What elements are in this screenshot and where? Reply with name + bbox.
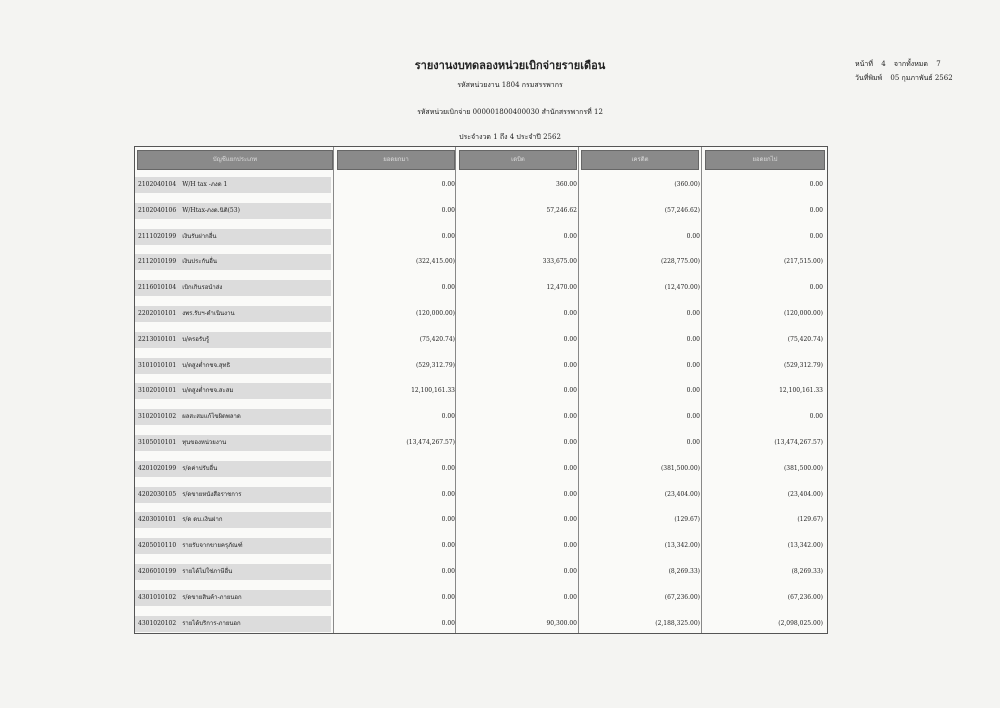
credit-amount: 0.00 (686, 387, 700, 395)
opening-balance: 0.00 (441, 206, 455, 214)
account-cell (135, 512, 331, 528)
total-label: จากทั้งหมด (893, 60, 928, 68)
opening-balance: (13,474,267.57) (406, 439, 455, 446)
debit-amount: 0.00 (563, 542, 577, 550)
debit-amount: 0.00 (563, 310, 577, 317)
account-name: รายรับจากขายครุภัณฑ์ (182, 542, 243, 550)
credit-amount: (360.00) (674, 181, 700, 188)
debit-amount: 90,300.00 (546, 619, 577, 627)
account-name: ทุนของหน่วยงาน (182, 439, 227, 446)
account-code: 2111020199 (138, 232, 177, 240)
debit-amount: 0.00 (563, 593, 577, 601)
debit-amount: 0.00 (563, 568, 577, 575)
account-code: 2116010104 (138, 284, 177, 292)
credit-amount: (12,470.00) (664, 284, 700, 292)
account-code: 2213010101 (138, 335, 177, 343)
account-code: 4301020102 (138, 619, 177, 627)
debit-amount: 57,246.62 (546, 206, 577, 214)
credit-amount: (13,342.00) (664, 542, 700, 550)
report-title: รายงานงบทดลองหน่วยเบิกจ่ายรายเดือน (414, 59, 606, 72)
account-cell (135, 461, 331, 477)
trial-balance-table (134, 146, 828, 634)
closing-balance: (13,342.00) (787, 542, 823, 550)
account-name: W/H tax -ภงด 1 (182, 181, 228, 188)
col-header-closing: ยอดยกไป (705, 150, 825, 170)
credit-amount: 0.00 (686, 413, 700, 421)
closing-balance: 12,100,161.33 (779, 387, 823, 395)
account-cell (135, 538, 331, 554)
opening-balance: 0.00 (441, 413, 455, 421)
account-name: ร/ดขายหนังสือราชการ (182, 490, 242, 498)
account-name: ผลสะสมแก้ไขผิดพลาด (182, 413, 241, 421)
opening-balance: (322,415.00) (415, 258, 455, 266)
account-name: ร/ด ดบ.เงินฝาก (182, 516, 223, 524)
opening-balance: 12,100,161.33 (411, 387, 455, 395)
page-number: 4 (881, 60, 886, 68)
opening-balance: 0.00 (441, 568, 455, 575)
debit-amount: 0.00 (563, 361, 577, 369)
opening-balance: 0.00 (441, 181, 455, 188)
account-name: รายได้บริการ-ภายนอก (182, 619, 241, 627)
opening-balance: 0.00 (441, 232, 455, 240)
closing-balance: (67,236.00) (787, 593, 823, 601)
account-code: 3101010101 (138, 361, 177, 369)
account-cell (135, 332, 331, 348)
column-divider (578, 147, 579, 633)
credit-amount: (228,775.00) (660, 258, 700, 266)
column-divider (455, 147, 456, 633)
credit-amount: (381,500.00) (660, 464, 700, 472)
account-cell (135, 203, 331, 219)
closing-balance: (75,420.74) (787, 335, 823, 343)
opening-balance: (120,000.00) (415, 310, 455, 317)
credit-amount: (23,404.00) (664, 490, 700, 498)
col-header-credit: เครดิต (581, 150, 699, 170)
account-cell (135, 254, 331, 270)
credit-amount: 0.00 (686, 439, 700, 446)
account-cell (135, 564, 331, 580)
account-cell (135, 435, 331, 451)
account-cell (135, 177, 331, 193)
account-name: ร/ดค่าปรับอื่น (182, 464, 218, 472)
account-code: 4202030105 (138, 490, 177, 498)
closing-balance: (120,000.00) (783, 310, 823, 317)
account-cell (135, 409, 331, 425)
closing-balance: (2,098,025.00) (778, 619, 823, 627)
closing-balance: (529,312.79) (783, 361, 823, 369)
account-code: 4201020199 (138, 464, 177, 472)
credit-amount: 0.00 (686, 310, 700, 317)
account-cell (135, 280, 331, 296)
closing-balance: (129.67) (797, 516, 823, 524)
account-cell (135, 590, 331, 606)
opening-balance: 0.00 (441, 542, 455, 550)
debit-amount: 0.00 (563, 439, 577, 446)
credit-amount: 0.00 (686, 232, 700, 240)
page-label: หน้าที่ (855, 60, 873, 68)
account-cell (135, 229, 331, 245)
account-name: W/Htax-ภงด.นิติ(53) (182, 206, 240, 214)
debit-amount: 0.00 (563, 232, 577, 240)
opening-balance: 0.00 (441, 619, 455, 627)
credit-amount: (129.67) (674, 516, 700, 524)
opening-balance: 0.00 (441, 516, 455, 524)
page-meta (855, 57, 959, 85)
closing-balance: 0.00 (809, 413, 823, 421)
credit-amount: (8,269.33) (668, 568, 700, 575)
debit-amount: 0.00 (563, 413, 577, 421)
opening-balance: 0.00 (441, 284, 455, 292)
report-header (380, 56, 640, 159)
account-name: บ/ตสูงต่ำกชจ.สุทธิ (182, 361, 231, 369)
credit-amount: 0.00 (686, 335, 700, 343)
col-header-debit: เดบิต (459, 150, 577, 170)
credit-amount: 0.00 (686, 361, 700, 369)
closing-balance: (217,515.00) (783, 258, 823, 266)
credit-amount: (2,188,325.00) (655, 619, 700, 627)
debit-amount: 0.00 (563, 464, 577, 472)
closing-balance: 0.00 (809, 232, 823, 240)
account-name: ร/ดขายสินค้า-ภายนอก (182, 593, 242, 601)
closing-balance: 0.00 (809, 181, 823, 188)
closing-balance: 0.00 (809, 284, 823, 292)
opening-balance: 0.00 (441, 593, 455, 601)
account-code: 2202010101 (138, 310, 177, 317)
account-code: 4206010199 (138, 568, 177, 575)
account-code: 3105010101 (138, 439, 177, 446)
account-code: 4205010110 (138, 542, 177, 550)
debit-amount: 0.00 (563, 387, 577, 395)
debit-amount: 360.00 (556, 181, 577, 188)
account-code: 3102010102 (138, 413, 177, 421)
closing-balance: 0.00 (809, 206, 823, 214)
credit-amount: (57,246.62) (664, 206, 700, 214)
account-code: 2112010199 (138, 258, 177, 266)
print-date: 05 กุมภาพันธ์ 2562 (890, 74, 953, 82)
column-divider (701, 147, 702, 633)
col-header-account: บัญชีแยกประเภท (137, 150, 333, 170)
opening-balance: (75,420.74) (419, 335, 455, 343)
credit-amount: (67,236.00) (664, 593, 700, 601)
account-code: 3102010101 (138, 387, 177, 395)
account-name: บ/ตสูงต่ำกชจ.สะสม (182, 387, 234, 395)
print-label: วันที่พิมพ์ (855, 74, 883, 82)
account-cell (135, 383, 331, 399)
debit-amount: 333,675.00 (542, 258, 577, 266)
closing-balance: (8,269.33) (791, 568, 823, 575)
closing-balance: (13,474,267.57) (774, 439, 823, 446)
account-code: 2102040106 (138, 206, 177, 214)
opening-balance: (529,312.79) (415, 361, 455, 369)
debit-amount: 0.00 (563, 516, 577, 524)
closing-balance: (381,500.00) (783, 464, 823, 472)
account-name: เบิกเกินรอนำส่ง (182, 284, 223, 292)
account-name: งพร.รับฯ-ดำเนินงาน (182, 310, 235, 317)
account-name: บ/ครอรับรู้ (182, 335, 210, 343)
col-header-opening: ยอดยกมา (337, 150, 455, 170)
closing-balance: (23,404.00) (787, 490, 823, 498)
agency-line: รหัสหน่วยงาน 1804 กรมสรรพากร (457, 81, 563, 89)
account-cell (135, 358, 331, 374)
account-name: เงินรับฝากอื่น (182, 232, 217, 240)
column-divider (333, 147, 334, 633)
disburse-line: รหัสหน่วยเบิกจ่าย 000001800400030 สำนักสรรพากรที่ 12 (417, 108, 603, 116)
opening-balance: 0.00 (441, 464, 455, 472)
period-line: ประจำงวด 1 ถึง 4 ประจำปี 2562 (459, 133, 561, 141)
debit-amount: 0.00 (563, 490, 577, 498)
account-cell (135, 616, 331, 632)
account-code: 2102040104 (138, 181, 177, 188)
total-pages: 7 (936, 60, 941, 68)
account-code: 4301010102 (138, 593, 177, 601)
account-cell (135, 487, 331, 503)
debit-amount: 0.00 (563, 335, 577, 343)
opening-balance: 0.00 (441, 490, 455, 498)
debit-amount: 12,470.00 (546, 284, 577, 292)
account-cell (135, 306, 331, 322)
account-name: เงินประกันอื่น (182, 258, 217, 266)
account-code: 4203010101 (138, 516, 177, 524)
account-name: รายได้ไม่ใช่ภาษีอื่น (182, 568, 233, 575)
